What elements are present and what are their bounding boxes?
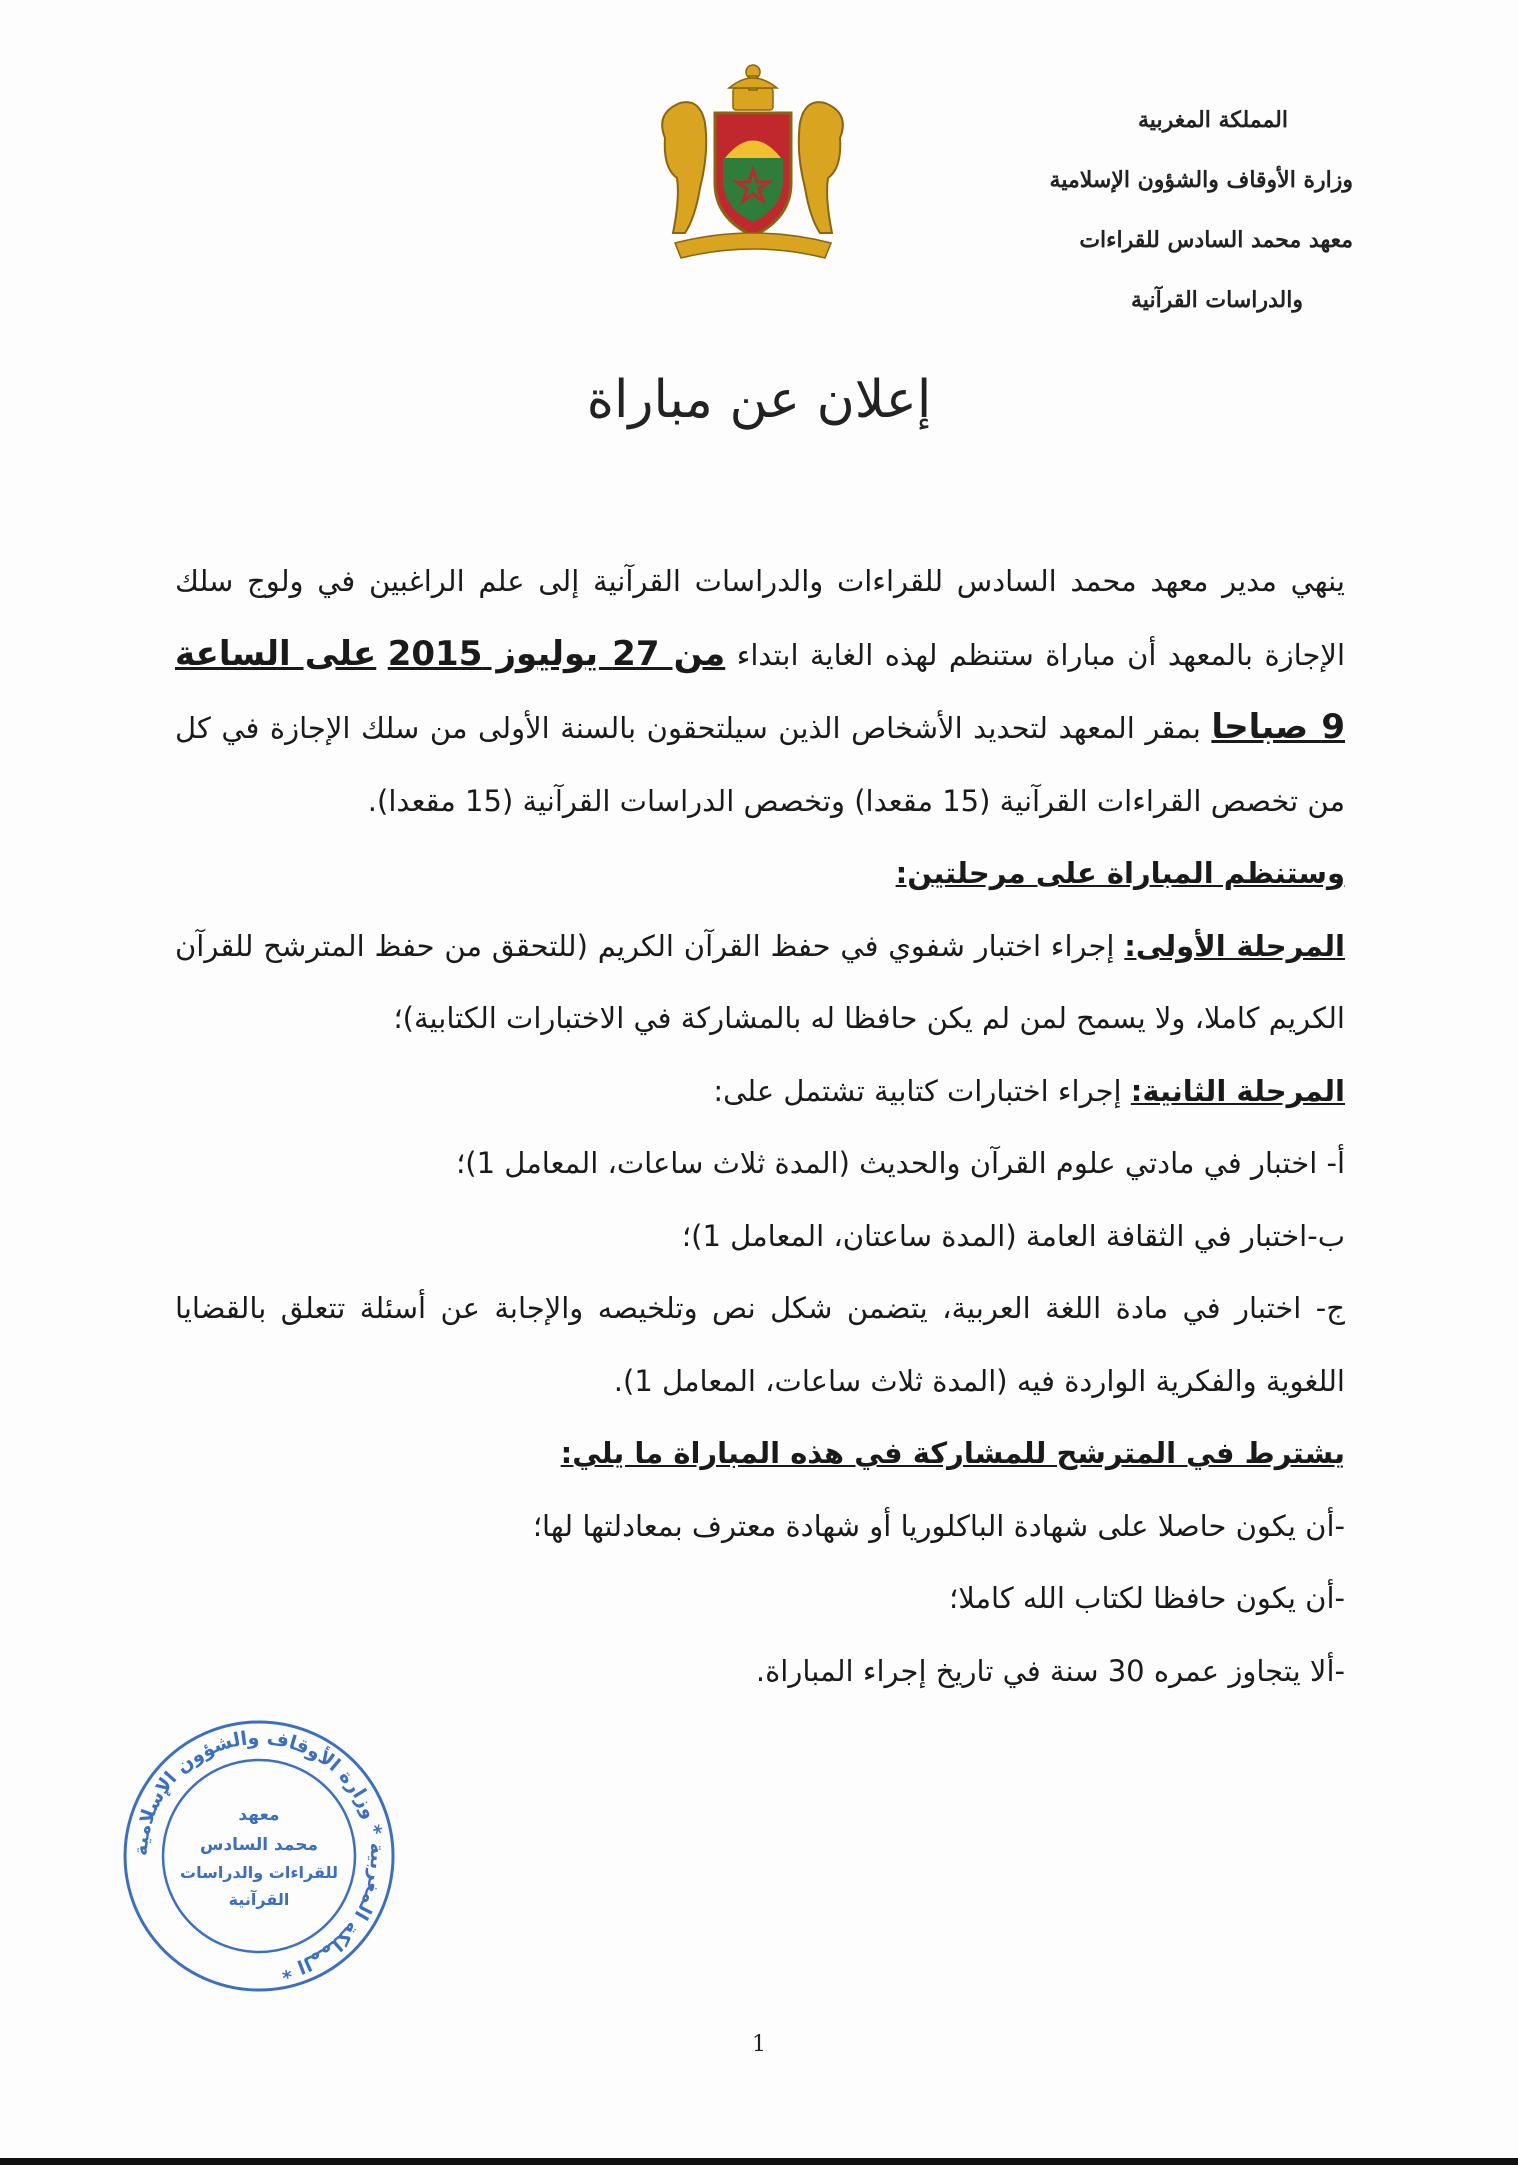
stage2-text: إجراء اختبارات كتابية تشتمل على: [713, 1073, 1131, 1108]
letterhead-ministry: وزارة الأوقاف والشؤون الإسلامية [1049, 167, 1353, 193]
stamp-line: القرآنية [228, 1890, 290, 1909]
stamp-ring-text: المملكة المغربية * وزارة الأوقاف والشؤون الإسلامية * [129, 1726, 389, 1983]
stages-heading: وستنظم المباراة على مرحلتين: [895, 856, 1345, 890]
stage2-label: المرحلة الثانية: [1130, 1073, 1345, 1108]
time-emphasis: على الساعة 9 صباحا [175, 633, 1346, 747]
official-stamp-icon [118, 1715, 400, 1997]
stage1-paragraph [175, 910, 1345, 1055]
bottom-border [0, 2158, 1518, 2165]
conditions-heading: يشترط في المترشح للمشاركة في هذه المباراة ما يلي: [560, 1436, 1345, 1470]
stamp-line: محمد السادس [200, 1835, 318, 1855]
stamp-line: للقراءات والدراسات [180, 1863, 338, 1882]
list-item: أ- اختبار في مادتي علوم القرآن والحديث (المدة ثلاث ساعات، المعامل 1)؛ [456, 1146, 1345, 1180]
letterhead [933, 90, 1353, 330]
letterhead-kingdom: المملكة المغربية [1138, 107, 1288, 133]
coat-of-arms-icon [645, 58, 860, 268]
date-emphasis: من 27 يوليوز 2015 [387, 633, 726, 674]
stage1-text: إجراء اختبار شفوي في حفظ القرآن الكريم (للتحقق من حفظ المترشح للقرآن الكريم كاملا، ولا يسمح لمن لم يكن حافظا له بالمشاركة في الاختبارات الكتابية)؛ [175, 928, 1345, 1035]
list-item: -ألا يتجاوز عمره 30 سنة في تاريخ إجراء المباراة. [755, 1653, 1345, 1688]
list-item: -أن يكون حاصلا على شهادة الباكلوريا أو شهادة معترف بمعادلتها لها؛ [532, 1508, 1345, 1543]
stamp-line: معهد [238, 1805, 280, 1825]
letterhead-institute: معهد محمد السادس للقراءات [1079, 227, 1353, 253]
letterhead-studies: والدراسات القرآنية [1131, 287, 1303, 313]
intro-part1: ينهي مدير معهد محمد السادس للقراءات والدراسات القرآنية إلى علم الراغبين في ولوج سلك الإجازة بالمعهد أن مباراة ستنظم لهذه الغاية ابتداء [175, 564, 1346, 672]
list-item: ج- اختبار في مادة اللغة العربية، يتضمن شكل نص وتلخيصه والإجابة عن أسئلة تتعلق بالقضايا اللغوية والفكرية الواردة فيه (المدة ثلاث ساعات، المعامل 1). [175, 1291, 1345, 1398]
stage1-label: المرحلة الأولى: [1124, 928, 1345, 963]
list-item: -أن يكون حافظا لكتاب الله كاملا؛ [948, 1581, 1345, 1615]
announcement-body [175, 545, 1345, 1707]
list-item: ب-اختبار في الثقافة العامة (المدة ساعتان، المعامل 1)؛ [681, 1218, 1345, 1253]
page-number: 1 [752, 2032, 766, 2057]
intro-paragraph [175, 545, 1345, 837]
intro-part2: بمقر المعهد لتحديد الأشخاص الذين سيلتحقون بالسنة الأولى من سلك الإجازة في كل من تخصص القراءات القرآنية (15 مقعدا) وتخصص الدراسات القرآنية (15 مقعدا). [175, 711, 1345, 818]
stage2-paragraph [175, 1055, 1345, 1128]
page-title: إعلان عن مباراة [586, 370, 932, 430]
